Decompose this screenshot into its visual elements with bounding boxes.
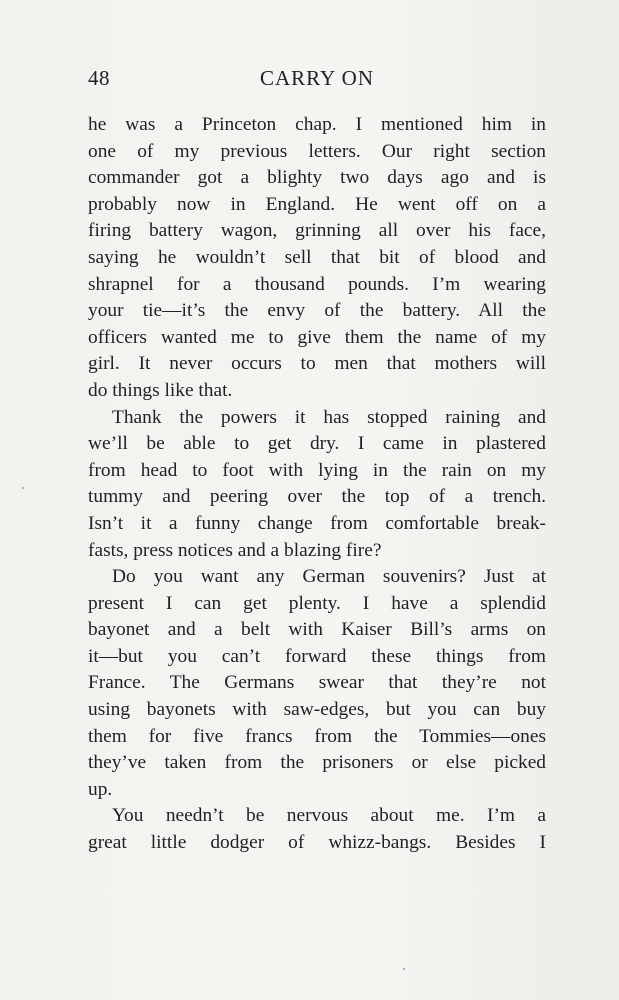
- paper-speck: [22, 487, 24, 489]
- running-head: CARRY ON: [260, 66, 374, 90]
- text-line: they’ve taken from the prisoners or else picked: [88, 752, 546, 774]
- text-line: firing battery wagon, grinning all over his face,: [88, 220, 546, 242]
- text-line: Do you want any German souvenirs? Just at: [112, 566, 546, 588]
- text-line: bayonet and a belt with Kaiser Bill’s arms on: [88, 619, 546, 641]
- text-line: tummy and peering over the top of a trench.: [88, 486, 546, 508]
- text-line: France. The Germans swear that they’re not: [88, 672, 546, 694]
- page-header: [88, 66, 546, 98]
- text-line: probably now in England. He went off on a: [88, 193, 546, 215]
- text-line: present I can get plenty. I have a splendid: [88, 592, 546, 614]
- text-line: Thank the powers it has stopped raining and: [112, 406, 546, 428]
- text-line: girl. It never occurs to men that mothers will: [88, 353, 546, 375]
- text-line: your tie—it’s the envy of the battery. All the: [88, 300, 546, 322]
- text-line: commander got a blighty two days ago and is: [88, 167, 546, 189]
- text-line: up.: [88, 778, 113, 800]
- text-line: officers wanted me to give them the name of my: [88, 326, 546, 348]
- text-line: using bayonets with saw-edges, but you can buy: [88, 699, 546, 721]
- text-line: do things like that.: [88, 379, 233, 401]
- text-line: one of my previous letters. Our right section: [88, 140, 546, 162]
- paper-speck: [403, 968, 405, 970]
- text-line: saying he wouldn’t sell that bit of blood and: [88, 246, 546, 268]
- page-number: 48: [88, 66, 110, 90]
- text-line: great little dodger of whizz-bangs. Besides I: [88, 832, 546, 854]
- text-line: You needn’t be nervous about me. I’m a: [112, 805, 546, 827]
- text-line: he was a Princeton chap. I mentioned him in: [88, 114, 546, 135]
- text-line: from head to foot with lying in the rain on my: [88, 459, 546, 481]
- text-line: it—but you can’t forward these things from: [88, 645, 546, 667]
- text-line: them for five francs from the Tommies—ones: [88, 725, 546, 747]
- text-line: we’ll be able to get dry. I came in plastered: [88, 433, 546, 455]
- body-text: [88, 112, 546, 857]
- text-line: shrapnel for a thousand pounds. I’m wearing: [88, 273, 546, 295]
- text-line: Isn’t it a funny change from comfortable break-: [88, 512, 546, 534]
- text-line: fasts, press notices and a blazing fire?: [88, 539, 382, 561]
